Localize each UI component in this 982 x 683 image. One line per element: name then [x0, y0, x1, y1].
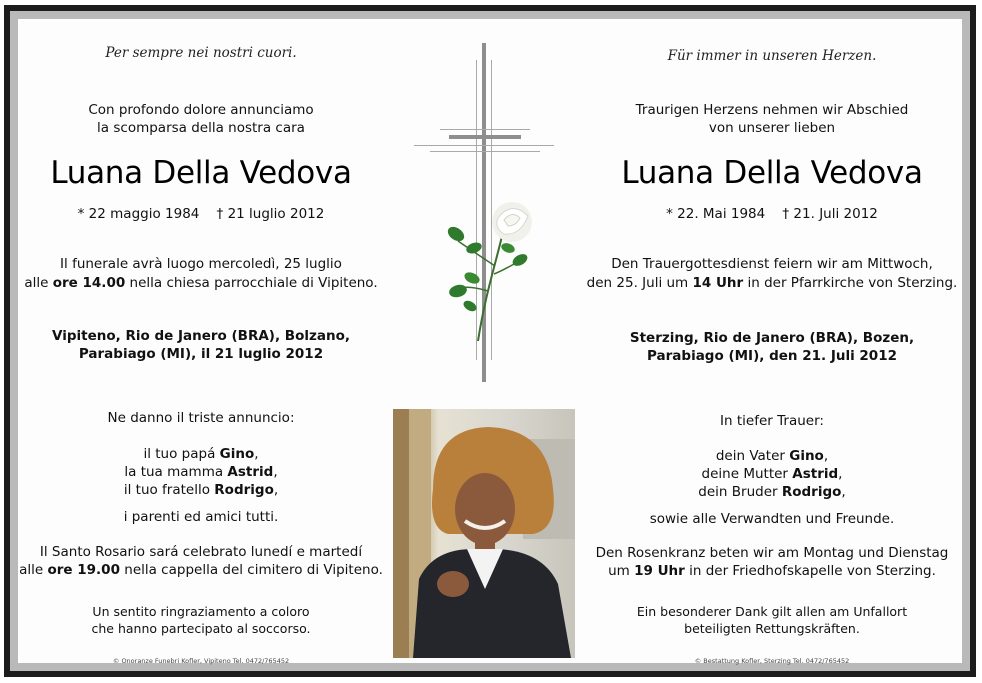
german-thanks-line-2: beteiligten Rettungskräften.: [684, 621, 860, 636]
text: den 25. Juli um: [586, 275, 693, 291]
german-motto: Für immer in unseren Herzen.: [667, 48, 877, 64]
italian-intro-line-1: Con profondo dolore annunciamo: [88, 102, 314, 118]
rosary-time: ore 19.00: [47, 562, 120, 578]
text: deine Mutter: [701, 466, 793, 482]
funeral-time: ore 14.00: [52, 275, 126, 291]
text: dein Bruder: [698, 484, 782, 500]
text: in der Pfarrkirche von Sterzing.: [743, 275, 958, 291]
rosary-time: 19 Uhr: [634, 563, 685, 579]
family-name: Gino: [219, 446, 255, 462]
italian-birth-date: * 22 maggio 1984: [77, 206, 200, 222]
text: ,: [273, 464, 278, 480]
german-credit: © Bestattung Kofler, Sterzing Tel. 0472/765452: [694, 657, 850, 665]
italian-credit: © Onoranze Funebri Kofler, Vipiteno Tel. 0472/765452: [112, 657, 290, 665]
german-dates: [581, 205, 963, 223]
text: la tua mamma: [124, 464, 228, 480]
italian-rosary-line-1: [18, 543, 384, 561]
german-relatives: sowie alle Verwandten und Freunde.: [649, 511, 895, 527]
text: nella cappella del cimitero di Vipiteno.: [119, 562, 383, 578]
italian-family-father: [18, 445, 384, 463]
funeral-time: 14 Uhr: [692, 275, 744, 291]
family-name: Astrid: [227, 464, 274, 480]
text: Den Rosenkranz beten wir am Montag und Dienstag: [595, 545, 949, 561]
german-funeral-line-1: [581, 255, 963, 273]
german-funeral-line-2: [581, 274, 963, 292]
text: ,: [254, 446, 259, 462]
italian-thanks-line-1: Un sentito ringraziamento a coloro: [92, 604, 310, 619]
italian-column: [18, 0, 384, 683]
italian-places-line-1: Vipiteno, Rio de Janero (BRA), Bolzano,: [52, 328, 350, 344]
portrait-illustration: [393, 409, 575, 658]
text: il tuo fratello: [123, 482, 215, 498]
text: ,: [838, 466, 843, 482]
italian-motto: Per sempre nei nostri cuori.: [105, 45, 297, 61]
italian-relatives: i parenti ed amici tutti.: [123, 509, 279, 525]
italian-announce: Ne danno il triste annuncio:: [107, 410, 295, 426]
german-places-line-1: Sterzing, Rio de Janero (BRA), Bozen,: [629, 330, 915, 346]
german-rosary-line-1: [581, 544, 963, 562]
italian-funeral-line-1: [18, 255, 384, 273]
text: il tuo papá: [143, 446, 220, 462]
text: ,: [841, 484, 846, 500]
german-family-brother: [581, 483, 963, 501]
italian-funeral-line-2: [18, 274, 384, 292]
german-column: [581, 0, 963, 683]
italian-deceased-name: Luana Della Vedova: [50, 155, 352, 191]
text: dein Vater: [715, 448, 790, 464]
german-intro-line-1: Traurigen Herzens nehmen wir Abschied: [635, 102, 909, 118]
italian-places-line-2: Parabiago (MI), il 21 luglio 2012: [78, 346, 324, 362]
italian-dates: [18, 205, 384, 223]
text: alle: [19, 562, 48, 578]
german-family-father: [581, 447, 963, 465]
german-rosary-line-2: [581, 562, 963, 580]
deceased-photo: [393, 409, 575, 658]
italian-death-date: † 21 luglio 2012: [216, 206, 325, 222]
family-name: Gino: [789, 448, 824, 464]
italian-family-brother: [18, 481, 384, 499]
text: ,: [823, 448, 829, 464]
text: alle: [24, 275, 53, 291]
german-thanks-line-1: Ein besonderer Dank gilt allen am Unfallort: [636, 604, 908, 619]
italian-thanks-line-2: che hanno partecipato al soccorso.: [91, 621, 311, 636]
german-announce: In tiefer Trauer:: [720, 413, 824, 429]
family-name: Rodrigo: [214, 482, 274, 498]
german-family-mother: [581, 465, 963, 483]
italian-family-mother: [18, 463, 384, 481]
text: ,: [273, 482, 279, 498]
text: um: [608, 563, 635, 579]
german-birth-date: * 22. Mai 1984: [666, 206, 766, 222]
german-death-date: † 21. Juli 2012: [782, 206, 878, 222]
german-deceased-name: Luana Della Vedova: [621, 155, 923, 191]
text: Il Santo Rosario sará celebrato lunedí e martedí: [39, 544, 363, 560]
text: Il funerale avrà luogo mercoledì, 25 luglio: [60, 256, 342, 272]
family-name: Rodrigo: [781, 484, 842, 500]
white-rose-icon: [440, 196, 540, 346]
text: Den Trauergottesdienst feiern wir am Mittwoch,: [611, 256, 933, 272]
italian-intro-line-2: la scomparsa della nostra cara: [97, 120, 305, 136]
german-intro-line-2: von unserer lieben: [708, 120, 836, 136]
german-places-line-2: Parabiago (MI), den 21. Juli 2012: [647, 348, 897, 364]
family-name: Astrid: [792, 466, 839, 482]
text: in der Friedhofskapelle von Sterzing.: [684, 563, 936, 579]
text: nella chiesa parrocchiale di Vipiteno.: [125, 275, 378, 291]
italian-rosary-line-2: [18, 561, 384, 579]
